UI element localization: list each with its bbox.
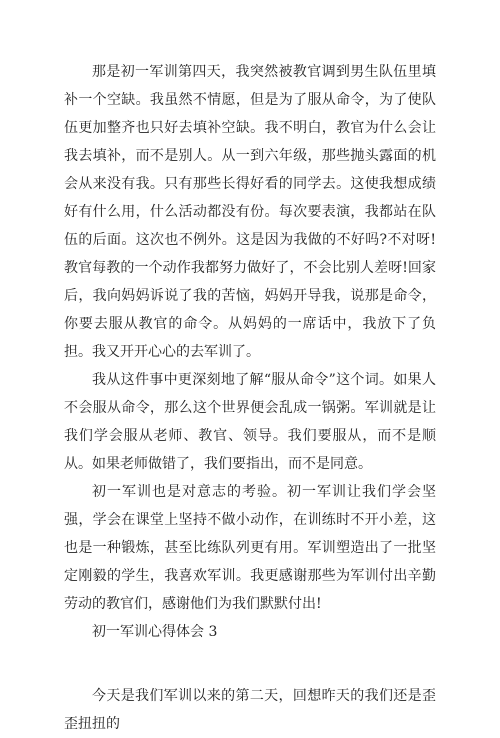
paragraph-4: 今天是我们军训以来的第二天，回想昨天的我们还是歪歪扭扭的 [64, 688, 436, 732]
spacer [64, 646, 436, 682]
section-title: 初一军训心得体会 3 [92, 624, 218, 640]
paragraph-3: 初一军训也是对意志的考验。初一军训让我们学会坚强，学会在课堂上坚持不做小动作，在训练时不开小差，这也是一种锻炼，甚至比练队列更有用。军训塑造出了一批坚定刚毅的学生，我喜欢军训。我更感谢那些为军训付出辛勤劳动的教官们，感谢他们为我们默默付出! [64, 484, 436, 612]
paragraph-1: 那是初一军训第四天，我突然被教官调到男生队伍里填补一个空缺。我虽然不情愿，但是为了服从命令，为了使队伍更加整齐也只好去填补空缺。我不明白，教官为什么会让我去填补，而不是别人。从一到六年级，那些抛头露面的机会从来没有我。只有那些长得好看的同学去。这使我想成绩好有什么用，什么活动都没有份。每次要表演，我都站在队伍的后面。这次也不例外。这是因为我做的不好吗?不对呀!教官每教的一个动作我都努力做好了，不会比别人差呀!回家后，我向妈妈诉说了我的苦恼，妈妈开导我，说那是命令，你要去服从教官的命令。从妈妈的一席话中，我放下了负担。我又开开心心的去军训了。 [64, 64, 436, 360]
document-page [64, 58, 436, 738]
paragraph-2: 我从这件事中更深刻地了解“服从命令”这个词。如果人不会服从命令，那么这个世界便会乱成一锅粥。军训就是让我们学会服从老师、教官、领导。我们要服从，而不是顺从。如果老师做错了，我们要指出，而不是同意。 [64, 372, 436, 472]
